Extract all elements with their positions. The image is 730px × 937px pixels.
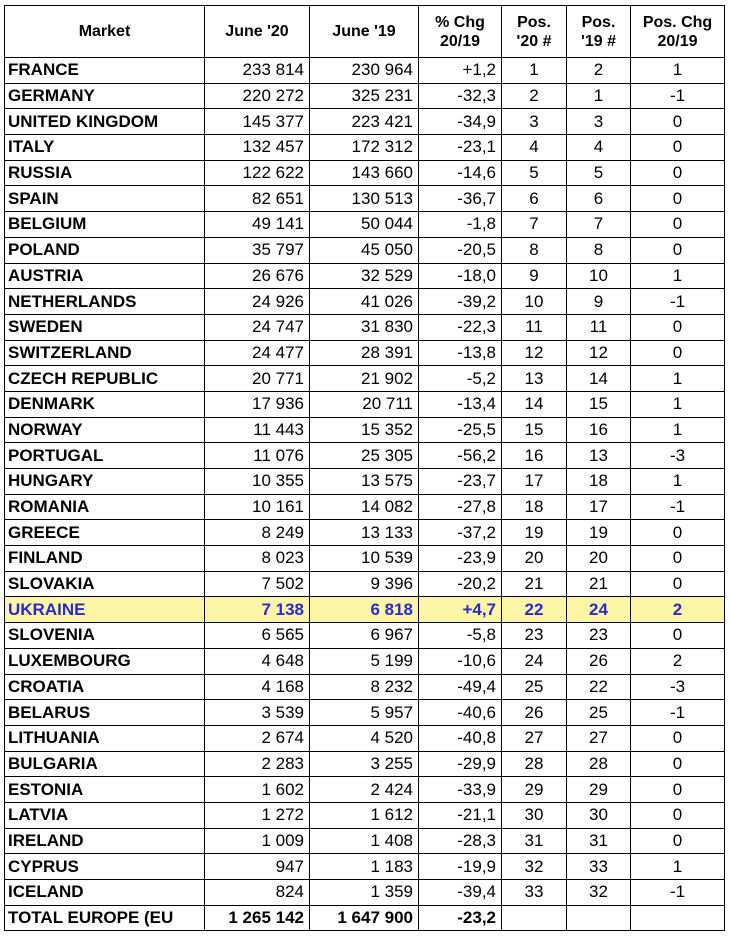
- cell-pos-chg: 0: [631, 520, 725, 546]
- cell-pos-chg: -1: [631, 289, 725, 315]
- cell-market: NETHERLANDS: [5, 289, 205, 315]
- cell-pos-chg: 0: [631, 802, 725, 828]
- cell-pos-19: 30: [567, 802, 631, 828]
- cell-pos-19: 5: [567, 160, 631, 186]
- cell-june-19: 1 408: [310, 828, 419, 854]
- cell-pos-19: 10: [567, 263, 631, 289]
- table-row: [5, 777, 725, 803]
- cell-june-19: 6 967: [310, 623, 419, 649]
- cell-pct-chg: -10,6: [419, 648, 502, 674]
- cell-june-19: 20 711: [310, 391, 419, 417]
- cell-pos-20: 11: [502, 314, 567, 340]
- cell-pos-20: 15: [502, 417, 567, 443]
- cell-pos-chg: -1: [631, 494, 725, 520]
- cell-june-20: 1 265 142: [205, 905, 310, 930]
- cell-june-20: 82 651: [205, 186, 310, 212]
- cell-june-20: 26 676: [205, 263, 310, 289]
- cell-june-19: 28 391: [310, 340, 419, 366]
- cell-june-20: 122 622: [205, 160, 310, 186]
- cell-pct-chg: -36,7: [419, 186, 502, 212]
- cell-june-19: 3 255: [310, 751, 419, 777]
- cell-june-19: 325 231: [310, 83, 419, 109]
- cell-pos-19: 25: [567, 700, 631, 726]
- cell-pos-20: 22: [502, 597, 567, 623]
- cell-june-20: 6 565: [205, 623, 310, 649]
- cell-pct-chg: -1,8: [419, 212, 502, 238]
- cell-june-19: 13 575: [310, 469, 419, 495]
- table-row: [5, 314, 725, 340]
- cell-june-20: 10 355: [205, 469, 310, 495]
- table-row: [5, 109, 725, 135]
- cell-pos-19: 31: [567, 828, 631, 854]
- cell-pos-19: 32: [567, 880, 631, 906]
- table-row: [5, 880, 725, 906]
- cell-pos-20: 24: [502, 648, 567, 674]
- cell-pos-19: [567, 905, 631, 930]
- cell-june-19: 223 421: [310, 109, 419, 135]
- cell-pos-19: 28: [567, 751, 631, 777]
- cell-market: LUXEMBOURG: [5, 648, 205, 674]
- cell-pct-chg: -18,0: [419, 263, 502, 289]
- table-row: [5, 494, 725, 520]
- table-row: [5, 623, 725, 649]
- cell-pos-20: 7: [502, 212, 567, 238]
- cell-june-19: 2 424: [310, 777, 419, 803]
- cell-pos-chg: 0: [631, 212, 725, 238]
- cell-pct-chg: -20,2: [419, 571, 502, 597]
- table-row: [5, 546, 725, 572]
- cell-pos-20: 33: [502, 880, 567, 906]
- table-header-row: [5, 6, 725, 58]
- cell-pos-chg: 1: [631, 854, 725, 880]
- cell-pos-chg: 1: [631, 391, 725, 417]
- cell-june-19: 1 612: [310, 802, 419, 828]
- cell-pos-19: 3: [567, 109, 631, 135]
- cell-market: BELGIUM: [5, 212, 205, 238]
- cell-pos-20: 31: [502, 828, 567, 854]
- cell-june-19: 14 082: [310, 494, 419, 520]
- cell-pos-19: 21: [567, 571, 631, 597]
- cell-pct-chg: -40,6: [419, 700, 502, 726]
- cell-pct-chg: -39,2: [419, 289, 502, 315]
- table-row: [5, 571, 725, 597]
- cell-june-19: 25 305: [310, 443, 419, 469]
- cell-pos-chg: -1: [631, 880, 725, 906]
- cell-pos-chg: 0: [631, 546, 725, 572]
- cell-june-20: 7 138: [205, 597, 310, 623]
- cell-june-20: 220 272: [205, 83, 310, 109]
- cell-june-20: 24 747: [205, 314, 310, 340]
- cell-market: FRANCE: [5, 58, 205, 84]
- table-row: [5, 83, 725, 109]
- cell-june-20: 17 936: [205, 391, 310, 417]
- cell-june-19: 31 830: [310, 314, 419, 340]
- cell-pos-chg: 1: [631, 58, 725, 84]
- cell-pct-chg: -13,8: [419, 340, 502, 366]
- cell-pct-chg: -20,5: [419, 237, 502, 263]
- table-row: [5, 725, 725, 751]
- cell-pos-chg: 1: [631, 469, 725, 495]
- cell-pos-19: 6: [567, 186, 631, 212]
- table-row: [5, 391, 725, 417]
- cell-june-19: 5 199: [310, 648, 419, 674]
- cell-pct-chg: -19,9: [419, 854, 502, 880]
- cell-pos-19: 22: [567, 674, 631, 700]
- cell-pos-19: 17: [567, 494, 631, 520]
- header-june-19: June '19: [310, 6, 419, 58]
- table-row-highlighted: [5, 597, 725, 623]
- cell-pct-chg: -33,9: [419, 777, 502, 803]
- cell-pct-chg: +4,7: [419, 597, 502, 623]
- cell-market: CROATIA: [5, 674, 205, 700]
- cell-pos-20: [502, 905, 567, 930]
- cell-pct-chg: -5,2: [419, 366, 502, 392]
- cell-pct-chg: -14,6: [419, 160, 502, 186]
- cell-june-19: 21 902: [310, 366, 419, 392]
- cell-pos-20: 10: [502, 289, 567, 315]
- cell-pos-19: 24: [567, 597, 631, 623]
- header-june-20: June '20: [205, 6, 310, 58]
- table-row: [5, 289, 725, 315]
- table-row: [5, 417, 725, 443]
- cell-market: RUSSIA: [5, 160, 205, 186]
- cell-pos-19: 26: [567, 648, 631, 674]
- cell-pos-chg: 0: [631, 135, 725, 161]
- car-sales-table: [4, 5, 725, 931]
- table-row: [5, 366, 725, 392]
- cell-june-19: 8 232: [310, 674, 419, 700]
- cell-market: LATVIA: [5, 802, 205, 828]
- cell-pos-20: 18: [502, 494, 567, 520]
- cell-market: ITALY: [5, 135, 205, 161]
- cell-pos-chg: 0: [631, 777, 725, 803]
- cell-pos-20: 27: [502, 725, 567, 751]
- cell-pos-19: 12: [567, 340, 631, 366]
- cell-market: UKRAINE: [5, 597, 205, 623]
- cell-pos-19: 11: [567, 314, 631, 340]
- cell-pos-19: 23: [567, 623, 631, 649]
- cell-pos-chg: 1: [631, 417, 725, 443]
- cell-pos-chg: 1: [631, 263, 725, 289]
- cell-pos-20: 13: [502, 366, 567, 392]
- cell-june-20: 145 377: [205, 109, 310, 135]
- cell-june-19: 9 396: [310, 571, 419, 597]
- cell-market: SLOVAKIA: [5, 571, 205, 597]
- cell-pos-19: 8: [567, 237, 631, 263]
- cell-june-19: 1 359: [310, 880, 419, 906]
- cell-pos-19: 1: [567, 83, 631, 109]
- table-row: [5, 58, 725, 84]
- cell-pos-chg: 0: [631, 751, 725, 777]
- header-market: Market: [5, 6, 205, 58]
- cell-pos-20: 26: [502, 700, 567, 726]
- cell-pct-chg: -23,9: [419, 546, 502, 572]
- cell-pos-19: 33: [567, 854, 631, 880]
- cell-june-20: 3 539: [205, 700, 310, 726]
- cell-pct-chg: -25,5: [419, 417, 502, 443]
- cell-june-20: 10 161: [205, 494, 310, 520]
- cell-pct-chg: -23,1: [419, 135, 502, 161]
- cell-june-20: 824: [205, 880, 310, 906]
- cell-june-19: 1 183: [310, 854, 419, 880]
- cell-market: GERMANY: [5, 83, 205, 109]
- cell-pct-chg: -23,7: [419, 469, 502, 495]
- cell-pos-chg: 2: [631, 597, 725, 623]
- cell-june-20: 20 771: [205, 366, 310, 392]
- cell-pos-chg: -3: [631, 443, 725, 469]
- cell-june-20: 2 674: [205, 725, 310, 751]
- cell-market: ICELAND: [5, 880, 205, 906]
- cell-pos-chg: 2: [631, 648, 725, 674]
- table-row: [5, 160, 725, 186]
- cell-pct-chg: -13,4: [419, 391, 502, 417]
- cell-market: LITHUANIA: [5, 725, 205, 751]
- cell-pos-20: 12: [502, 340, 567, 366]
- cell-june-19: 32 529: [310, 263, 419, 289]
- cell-pos-chg: 0: [631, 725, 725, 751]
- cell-pos-chg: 0: [631, 237, 725, 263]
- cell-pos-20: 8: [502, 237, 567, 263]
- cell-pos-20: 16: [502, 443, 567, 469]
- cell-pos-20: 30: [502, 802, 567, 828]
- cell-pos-20: 3: [502, 109, 567, 135]
- cell-pos-20: 25: [502, 674, 567, 700]
- cell-june-19: 50 044: [310, 212, 419, 238]
- cell-pos-chg: 0: [631, 571, 725, 597]
- table-body: [5, 58, 725, 931]
- cell-june-20: 35 797: [205, 237, 310, 263]
- cell-june-19: 13 133: [310, 520, 419, 546]
- cell-june-19: 15 352: [310, 417, 419, 443]
- cell-market: SPAIN: [5, 186, 205, 212]
- cell-pos-chg: -1: [631, 83, 725, 109]
- cell-market: HUNGARY: [5, 469, 205, 495]
- cell-pos-19: 19: [567, 520, 631, 546]
- cell-market: POLAND: [5, 237, 205, 263]
- cell-market: ESTONIA: [5, 777, 205, 803]
- cell-june-19: 4 520: [310, 725, 419, 751]
- cell-pct-chg: -49,4: [419, 674, 502, 700]
- cell-june-20: 11 443: [205, 417, 310, 443]
- table-row: [5, 674, 725, 700]
- cell-pos-20: 28: [502, 751, 567, 777]
- table-row: [5, 340, 725, 366]
- cell-june-20: 7 502: [205, 571, 310, 597]
- cell-pct-chg: -37,2: [419, 520, 502, 546]
- cell-pos-19: 20: [567, 546, 631, 572]
- cell-pos-20: 5: [502, 160, 567, 186]
- cell-market: SWEDEN: [5, 314, 205, 340]
- cell-pct-chg: -40,8: [419, 725, 502, 751]
- cell-pct-chg: -32,3: [419, 83, 502, 109]
- cell-pos-20: 14: [502, 391, 567, 417]
- table-row: [5, 828, 725, 854]
- cell-market: GREECE: [5, 520, 205, 546]
- cell-market: UNITED KINGDOM: [5, 109, 205, 135]
- table-row: [5, 443, 725, 469]
- cell-pct-chg: -56,2: [419, 443, 502, 469]
- cell-june-20: 11 076: [205, 443, 310, 469]
- cell-pct-chg: -39,4: [419, 880, 502, 906]
- cell-market: DENMARK: [5, 391, 205, 417]
- table-row: [5, 700, 725, 726]
- cell-june-20: 1 272: [205, 802, 310, 828]
- cell-pct-chg: -23,2: [419, 905, 502, 930]
- table-row: [5, 751, 725, 777]
- cell-pct-chg: -34,9: [419, 109, 502, 135]
- cell-pos-chg: 0: [631, 160, 725, 186]
- cell-pos-chg: 0: [631, 340, 725, 366]
- cell-pos-chg: -3: [631, 674, 725, 700]
- cell-pos-chg: 0: [631, 623, 725, 649]
- table-row: [5, 263, 725, 289]
- cell-pos-19: 15: [567, 391, 631, 417]
- cell-june-20: 4 648: [205, 648, 310, 674]
- cell-june-20: 947: [205, 854, 310, 880]
- cell-market: IRELAND: [5, 828, 205, 854]
- table-row: [5, 469, 725, 495]
- cell-june-19: 130 513: [310, 186, 419, 212]
- cell-pos-chg: -1: [631, 700, 725, 726]
- cell-market: BELARUS: [5, 700, 205, 726]
- cell-pos-20: 20: [502, 546, 567, 572]
- cell-june-19: 45 050: [310, 237, 419, 263]
- cell-june-20: 24 926: [205, 289, 310, 315]
- cell-market: FINLAND: [5, 546, 205, 572]
- cell-pos-chg: [631, 905, 725, 930]
- cell-market: BULGARIA: [5, 751, 205, 777]
- header-pct-chg: % Chg 20/19: [419, 6, 502, 58]
- cell-market: NORWAY: [5, 417, 205, 443]
- cell-pos-20: 29: [502, 777, 567, 803]
- cell-market: TOTAL EUROPE (EU: [5, 905, 205, 930]
- cell-june-20: 8 023: [205, 546, 310, 572]
- cell-pos-chg: 0: [631, 314, 725, 340]
- cell-pos-19: 13: [567, 443, 631, 469]
- header-pos-chg: Pos. Chg 20/19: [631, 6, 725, 58]
- cell-pos-20: 21: [502, 571, 567, 597]
- cell-market: SWITZERLAND: [5, 340, 205, 366]
- cell-pct-chg: -27,8: [419, 494, 502, 520]
- cell-pos-20: 6: [502, 186, 567, 212]
- table-row: [5, 212, 725, 238]
- cell-june-20: 233 814: [205, 58, 310, 84]
- cell-pos-20: 9: [502, 263, 567, 289]
- cell-market: SLOVENIA: [5, 623, 205, 649]
- table-row: [5, 237, 725, 263]
- table-row: [5, 802, 725, 828]
- total-row: [5, 905, 725, 930]
- cell-june-20: 132 457: [205, 135, 310, 161]
- cell-pos-19: 4: [567, 135, 631, 161]
- cell-june-20: 49 141: [205, 212, 310, 238]
- table-row: [5, 648, 725, 674]
- cell-pos-chg: 0: [631, 186, 725, 212]
- cell-june-19: 143 660: [310, 160, 419, 186]
- cell-pos-19: 18: [567, 469, 631, 495]
- header-pos-19: Pos. '19 #: [567, 6, 631, 58]
- cell-market: CYPRUS: [5, 854, 205, 880]
- cell-pos-19: 27: [567, 725, 631, 751]
- cell-market: CZECH REPUBLIC: [5, 366, 205, 392]
- cell-june-20: 4 168: [205, 674, 310, 700]
- cell-june-19: 10 539: [310, 546, 419, 572]
- cell-pos-20: 23: [502, 623, 567, 649]
- table-row: [5, 520, 725, 546]
- cell-pos-chg: 0: [631, 828, 725, 854]
- cell-pos-20: 19: [502, 520, 567, 546]
- cell-pos-20: 17: [502, 469, 567, 495]
- cell-pct-chg: +1,2: [419, 58, 502, 84]
- cell-june-20: 1 602: [205, 777, 310, 803]
- cell-june-20: 24 477: [205, 340, 310, 366]
- table-row: [5, 135, 725, 161]
- cell-pos-19: 29: [567, 777, 631, 803]
- header-pos-20: Pos. '20 #: [502, 6, 567, 58]
- cell-pct-chg: -5,8: [419, 623, 502, 649]
- cell-pos-20: 32: [502, 854, 567, 880]
- cell-pos-chg: 1: [631, 366, 725, 392]
- cell-june-20: 1 009: [205, 828, 310, 854]
- cell-pos-19: 16: [567, 417, 631, 443]
- cell-market: PORTUGAL: [5, 443, 205, 469]
- cell-june-19: 172 312: [310, 135, 419, 161]
- cell-pos-19: 14: [567, 366, 631, 392]
- cell-pct-chg: -22,3: [419, 314, 502, 340]
- cell-pos-20: 4: [502, 135, 567, 161]
- cell-june-19: 1 647 900: [310, 905, 419, 930]
- cell-june-19: 41 026: [310, 289, 419, 315]
- cell-pos-20: 2: [502, 83, 567, 109]
- cell-pos-19: 2: [567, 58, 631, 84]
- cell-pct-chg: -21,1: [419, 802, 502, 828]
- cell-june-20: 2 283: [205, 751, 310, 777]
- cell-june-20: 8 249: [205, 520, 310, 546]
- sales-table-container: [4, 5, 725, 931]
- cell-pct-chg: -29,9: [419, 751, 502, 777]
- cell-june-19: 5 957: [310, 700, 419, 726]
- cell-june-19: 6 818: [310, 597, 419, 623]
- cell-june-19: 230 964: [310, 58, 419, 84]
- cell-pct-chg: -28,3: [419, 828, 502, 854]
- cell-pos-20: 1: [502, 58, 567, 84]
- cell-pos-19: 9: [567, 289, 631, 315]
- table-row: [5, 854, 725, 880]
- cell-pos-19: 7: [567, 212, 631, 238]
- cell-pos-chg: 0: [631, 109, 725, 135]
- table-row: [5, 186, 725, 212]
- cell-market: AUSTRIA: [5, 263, 205, 289]
- cell-market: ROMANIA: [5, 494, 205, 520]
